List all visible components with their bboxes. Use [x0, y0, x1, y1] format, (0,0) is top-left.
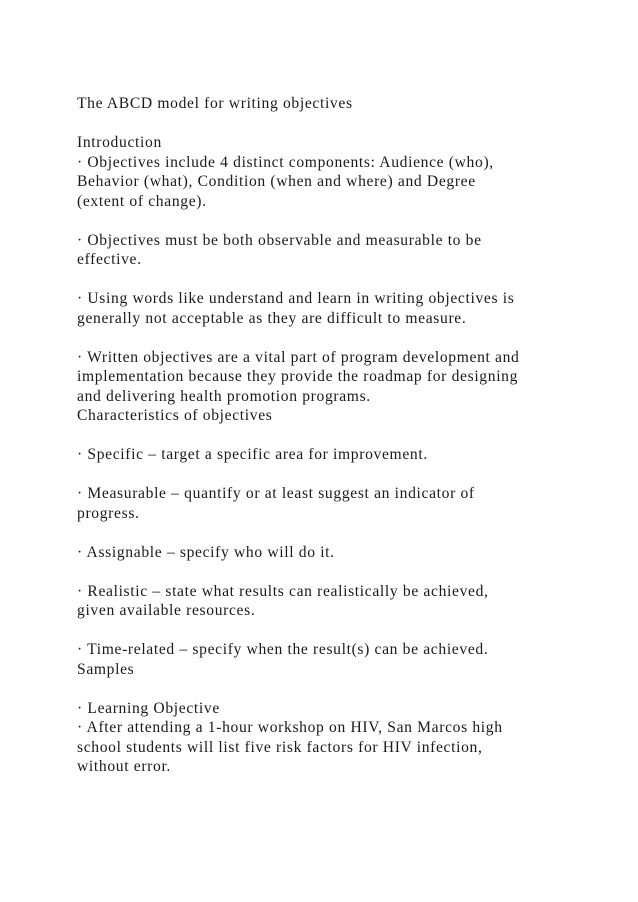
- bullet-item: [77, 543, 617, 563]
- bullet-item: [77, 289, 617, 328]
- spacer: [77, 621, 617, 641]
- bullet-item: [77, 484, 617, 523]
- bullet-line: generally not acceptable as they are difficult to measure.: [77, 309, 467, 327]
- document-title: The ABCD model for writing objectives: [77, 95, 353, 112]
- bullet-item: [77, 582, 617, 621]
- bullet-line: effective.: [77, 251, 142, 268]
- bullet-item: [77, 153, 617, 212]
- document-body: [77, 94, 617, 777]
- bullet-line: Behavior (what), Condition (when and where) and Degree: [77, 173, 476, 190]
- bullet-item: [77, 718, 617, 777]
- spacer: [77, 562, 617, 582]
- spacer: [77, 211, 617, 231]
- bullet-line: progress.: [77, 504, 140, 522]
- spacer: [77, 426, 617, 446]
- section-heading-introduction: Introduction: [77, 134, 162, 151]
- bullet-item: [77, 445, 617, 465]
- spacer: [77, 465, 617, 485]
- bullet-line: · Written objectives are a vital part of program development and: [77, 348, 520, 366]
- section-heading-characteristics: Characteristics of objectives: [77, 407, 273, 424]
- section-heading-samples: Samples: [77, 660, 135, 678]
- spacer: [77, 114, 617, 134]
- bullet-line: without error.: [77, 758, 171, 775]
- bullet-line: implementation because they provide the roadmap for designing: [77, 368, 519, 385]
- bullet-line: school students will list five risk factors for HIV infection,: [77, 738, 483, 756]
- bullet-line: · Objectives must be both observable and measurable to be: [77, 231, 482, 249]
- bullet-line: (extent of change).: [77, 192, 207, 210]
- bullet-line: · Specific – target a specific area for improvement.: [77, 446, 428, 463]
- spacer: [77, 328, 617, 348]
- bullet-item: [77, 348, 617, 407]
- bullet-line: · Learning Objective: [77, 699, 220, 717]
- bullet-item: [77, 699, 617, 719]
- bullet-line: · Using words like understand and learn in writing objectives is: [77, 290, 515, 307]
- spacer: [77, 523, 617, 543]
- bullet-line: · Time-related – specify when the result(s) can be achieved.: [77, 641, 489, 658]
- bullet-item: [77, 640, 617, 660]
- bullet-line: · Objectives include 4 distinct components: Audience (who),: [77, 153, 494, 171]
- bullet-line: · After attending a 1-hour workshop on HIV, San Marcos high: [77, 719, 503, 736]
- bullet-line: and delivering health promotion programs.: [77, 387, 371, 405]
- bullet-line: · Realistic – state what results can realistically be achieved,: [77, 582, 489, 600]
- bullet-item: [77, 231, 617, 270]
- spacer: [77, 270, 617, 290]
- bullet-line: · Measurable – quantify or at least suggest an indicator of: [77, 485, 475, 502]
- spacer: [77, 679, 617, 699]
- bullet-line: given available resources.: [77, 602, 256, 619]
- bullet-line: · Assignable – specify who will do it.: [77, 543, 335, 561]
